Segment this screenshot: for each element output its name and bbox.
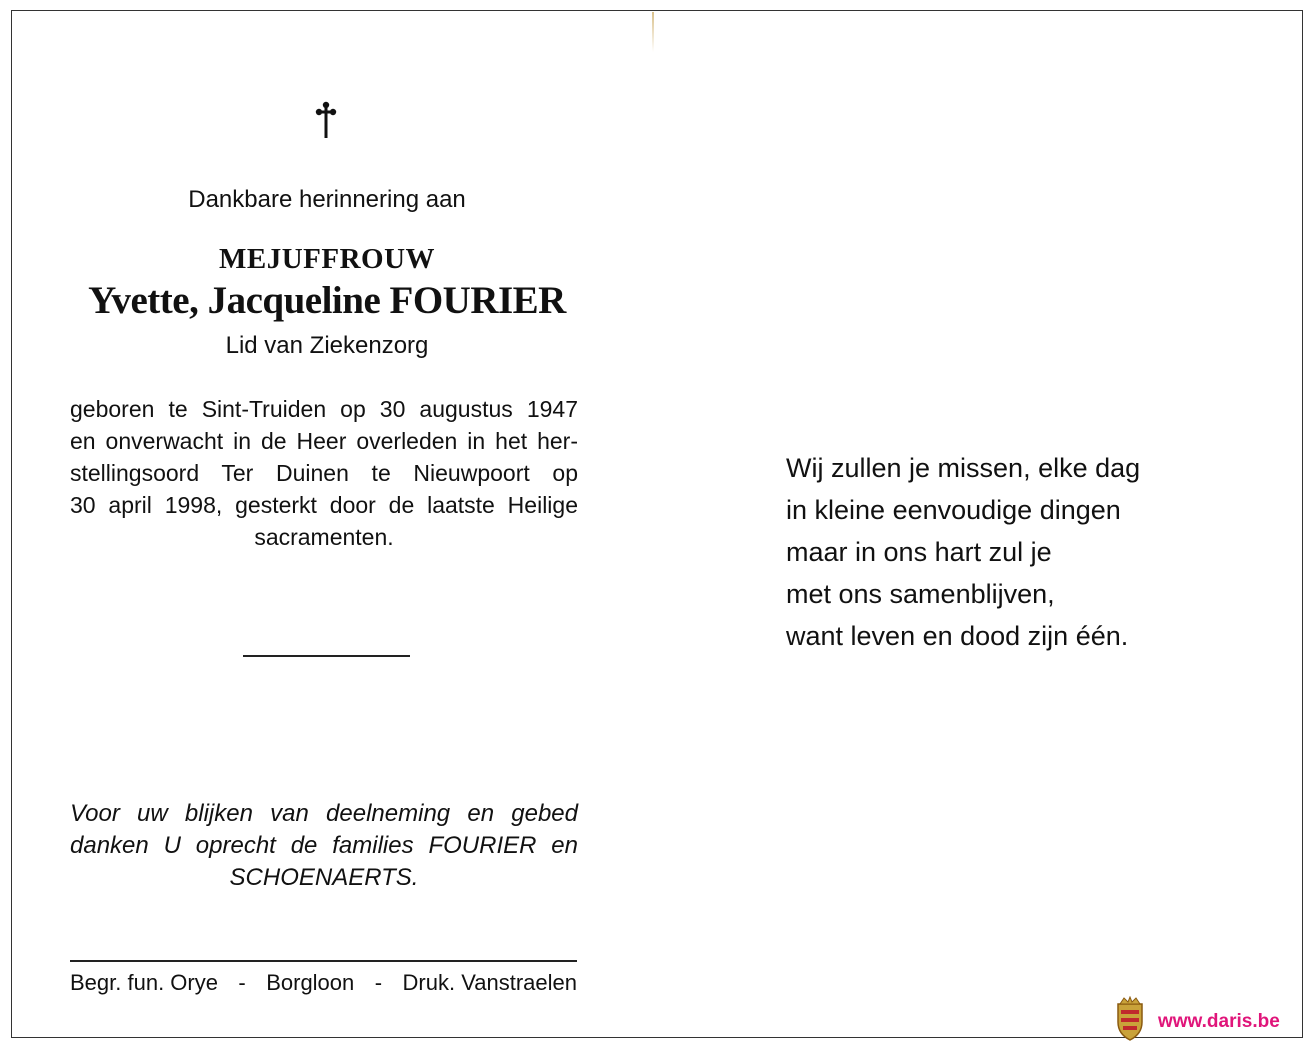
bio-line: sacramenten. [254,524,394,550]
thanks-line: Voor uw blijken van deelneming en gebed [70,800,578,827]
separator: - [238,970,246,995]
deceased-name: Yvette, Jacqueline FOURIER [88,279,566,322]
poem-line: Wij zullen je missen, elke dag [786,453,1141,483]
poem-line: want leven en dood zijn één. [786,621,1129,651]
divider-long [70,960,577,962]
watermark-site: www.daris.be [1158,1011,1280,1032]
bio-line: geboren te Sint-Truiden op 30 augustus 1947 [70,396,578,422]
membership-text: Lid van Ziekenzorg [225,332,429,359]
bio-line: en onverwacht in de Heer overleden in het her- [70,428,578,454]
intro-text: Dankbare herinnering aan [188,186,466,213]
divider-short [243,655,410,657]
title-honorific: MEJUFFROUW [218,243,436,275]
poem [786,447,1140,657]
biography [70,393,578,553]
printer-credit: Druk. Vanstraelen [402,970,577,995]
thanks-text [70,798,578,894]
footer-credits [70,970,577,996]
undertaker-credit: Begr. fun. Orye [70,970,218,995]
separator: - [374,970,383,995]
poem-line: maar in ons hart zul je [786,537,1052,567]
cross-icon [312,98,340,140]
town-credit: Borgloon [266,970,355,995]
thanks-line: danken U oprecht de families FOURIER en [70,832,578,859]
fold-mark [652,12,654,52]
poem-line: met ons samenblijven, [786,579,1055,609]
coat-of-arms-icon [1112,996,1148,1042]
bio-line: stellingsoord Ter Duinen te Nieuwpoort op [70,460,578,486]
thanks-line: SCHOENAERTS. [229,864,419,891]
poem-line: in kleine eenvoudige dingen [786,495,1121,525]
bio-line: 30 april 1998, gesterkt door de laatste Heilige [70,492,578,518]
